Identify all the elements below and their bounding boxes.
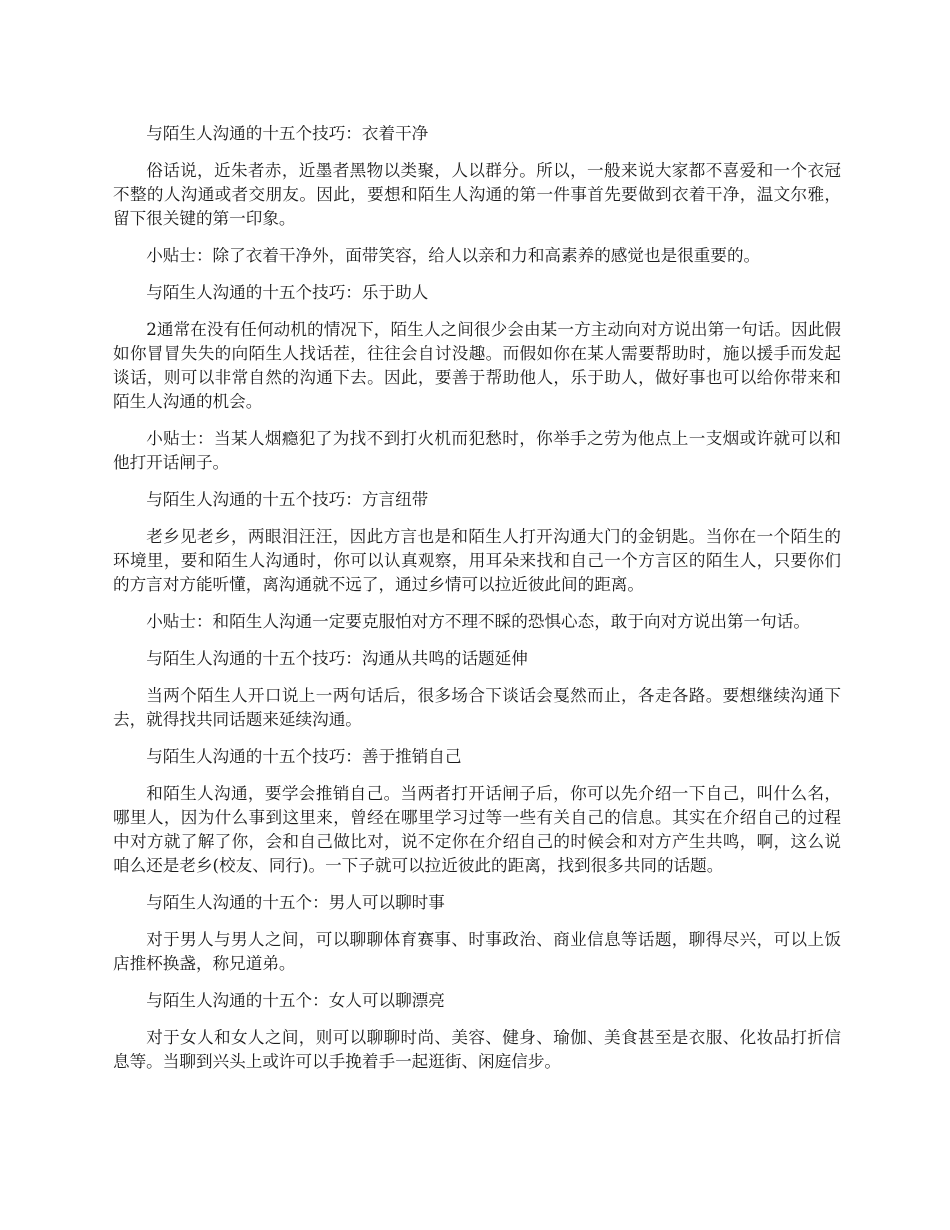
paragraph: 和陌生人沟通，要学会推销自己。当两者打开话闸子后，你可以先介绍一下自己，叫什么名，哪里人，因为什么事到这里来，曾经在哪里学习过等一些有关自己的信息。其实在介绍自己的过程中对方就了解了你，会和自己做比对，说不定你在介绍自己的时候会和对方产生共鸣，啊，这么说咱么还是老乡(校友、同行)。一下子就可以拉近彼此的距离，找到很多共同的话题。 [113, 784, 841, 875]
section-heading-helpful: 与陌生人沟通的十五个技巧：乐于助人 [146, 283, 429, 302]
paragraph: 对于男人与男人之间，可以聊聊体育赛事、时事政治、商业信息等话题，聊得尽兴，可以上饭店推杯换盏，称兄道弟。 [113, 930, 841, 973]
paragraph: 对于女人和女人之间，则可以聊聊时尚、美容、健身、瑜伽、美食甚至是衣服、化妆品打折信息等。当聊到兴头上或许可以手挽着手一起逛街、闲庭信步。 [113, 1028, 841, 1071]
section-heading-promote-self: 与陌生人沟通的十五个技巧：善于推销自己 [146, 747, 462, 766]
section-heading-common-topic: 与陌生人沟通的十五个技巧：沟通从共鸣的话题延伸 [146, 649, 528, 668]
paragraph: 2通常在没有任何动机的情况下，陌生人之间很少会由某一方主动向对方说出第一句话。因此假如你冒冒失失的向陌生人找话茬，往往会自讨没趣。而假如你在某人需要帮助时，施以援手而发起谈话，则可以非常自然的沟通下去。因此，要善于帮助他人，乐于助人，做好事也可以给你带来和陌生人沟通的机会。 [113, 320, 841, 411]
document-body [113, 122, 841, 1087]
tip-paragraph: 小贴士：和陌生人沟通一定要克服怕对方不理不睬的恐惧心态，敢于向对方说出第一句话。 [146, 612, 810, 631]
section-heading-dialect: 与陌生人沟通的十五个技巧：方言纽带 [146, 490, 429, 509]
section-heading-clean-clothes: 与陌生人沟通的十五个技巧：衣着干净 [146, 124, 429, 143]
paragraph: 老乡见老乡，两眼泪汪汪，因此方言也是和陌生人打开沟通大门的金钥匙。当你在一个陌生的环境里，要和陌生人沟通时，你可以认真观察，用耳朵来找和自己一个方言区的陌生人，只要你们的方言对方能听懂，离沟通就不远了，通过乡情可以拉近彼此间的距离。 [113, 527, 841, 594]
paragraph: 当两个陌生人开口说上一两句话后，很多场合下谈话会戛然而止，各走各路。要想继续沟通下去，就得找共同话题来延续沟通。 [113, 686, 841, 729]
section-heading-men-current-affairs: 与陌生人沟通的十五个：男人可以聊时事 [146, 893, 445, 912]
tip-paragraph: 小贴士：除了衣着干净外，面带笑容，给人以亲和力和高素养的感觉也是很重要的。 [146, 246, 761, 265]
tip-paragraph: 小贴士：当某人烟瘾犯了为找不到打火机而犯愁时，你举手之劳为他点上一支烟或许就可以和他打开话闸子。 [113, 429, 841, 472]
section-heading-women-beauty: 与陌生人沟通的十五个：女人可以聊漂亮 [146, 991, 445, 1010]
paragraph: 俗话说，近朱者赤，近墨者黑物以类聚，人以群分。所以，一般来说大家都不喜爱和一个衣冠不整的人沟通或者交朋友。因此，要想和陌生人沟通的第一件事首先要做到衣着干净，温文尔雅，留下很关键的第一印象。 [113, 161, 841, 228]
